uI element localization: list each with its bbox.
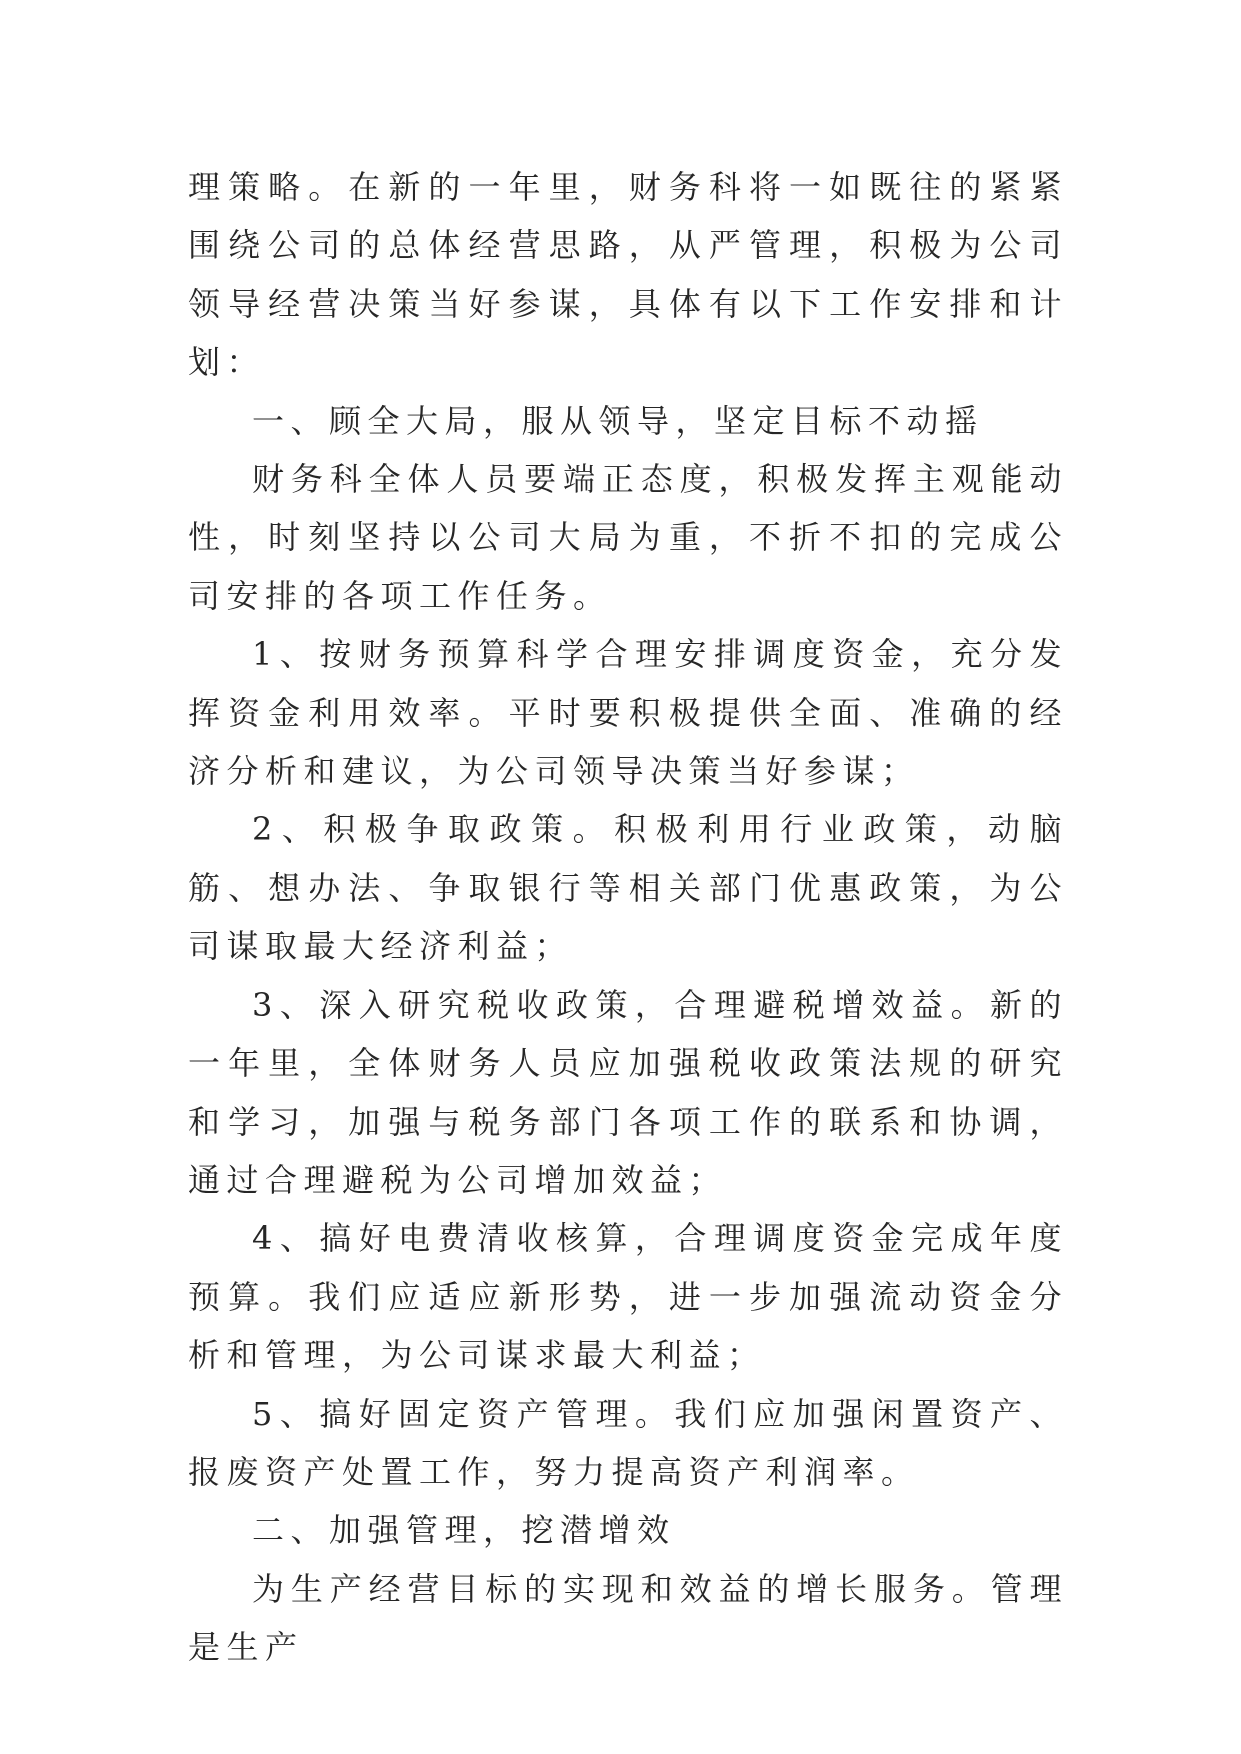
paragraph: 财务科全体人员要端正态度，积极发挥主观能动性，时刻坚持以公司大局为重，不折不扣的完成公司安排的各项工作任务。 [188, 460, 1068, 615]
list-item-5: 5、搞好固定资产管理。我们应加强闲置资产、报废资产处置工作，努力提高资产利润率。 [188, 1394, 1068, 1491]
list-item-2: 2、积极争取政策。积极利用行业政策，动脑筋、想办法、争取银行等相关部门优惠政策，为公司谋取最大经济利益； [188, 810, 1068, 966]
list-item-4: 4、搞好电费清收核算，合理调度资金完成年度预算。我们应适应新形势，进一步加强流动资金分析和管理，为公司谋求最大利益； [188, 1219, 1068, 1375]
paragraph: 为生产经营目标的实现和效益的增长服务。管理是生产 [188, 1569, 1068, 1667]
document-body [188, 158, 1068, 1677]
list-item-1: 1、按财务预算科学合理安排调度资金，充分发挥资金利用效率。平时要积极提供全面、准确的经济分析和建议，为公司领导决策当好参谋； [188, 635, 1068, 791]
section-heading-2: 二、加强管理，挖潜增效 [252, 1511, 676, 1550]
section-heading-1: 一、顾全大局，服从领导，坚定目标不动摇 [252, 401, 984, 440]
list-item-3: 3、深入研究税收政策，合理避税增效益。新的一年里，全体财务人员应加强税收政策法规的研究和学习，加强与税务部门各项工作的联系和协调，通过合理避税为公司增加效益； [188, 985, 1068, 1199]
paragraph-continuation: 理策略。在新的一年里，财务科将一如既往的紧紧围绕公司的总体经营思路，从严管理，积极为公司领导经营决策当好参谋，具体有以下工作安排和计划： [188, 168, 1068, 382]
